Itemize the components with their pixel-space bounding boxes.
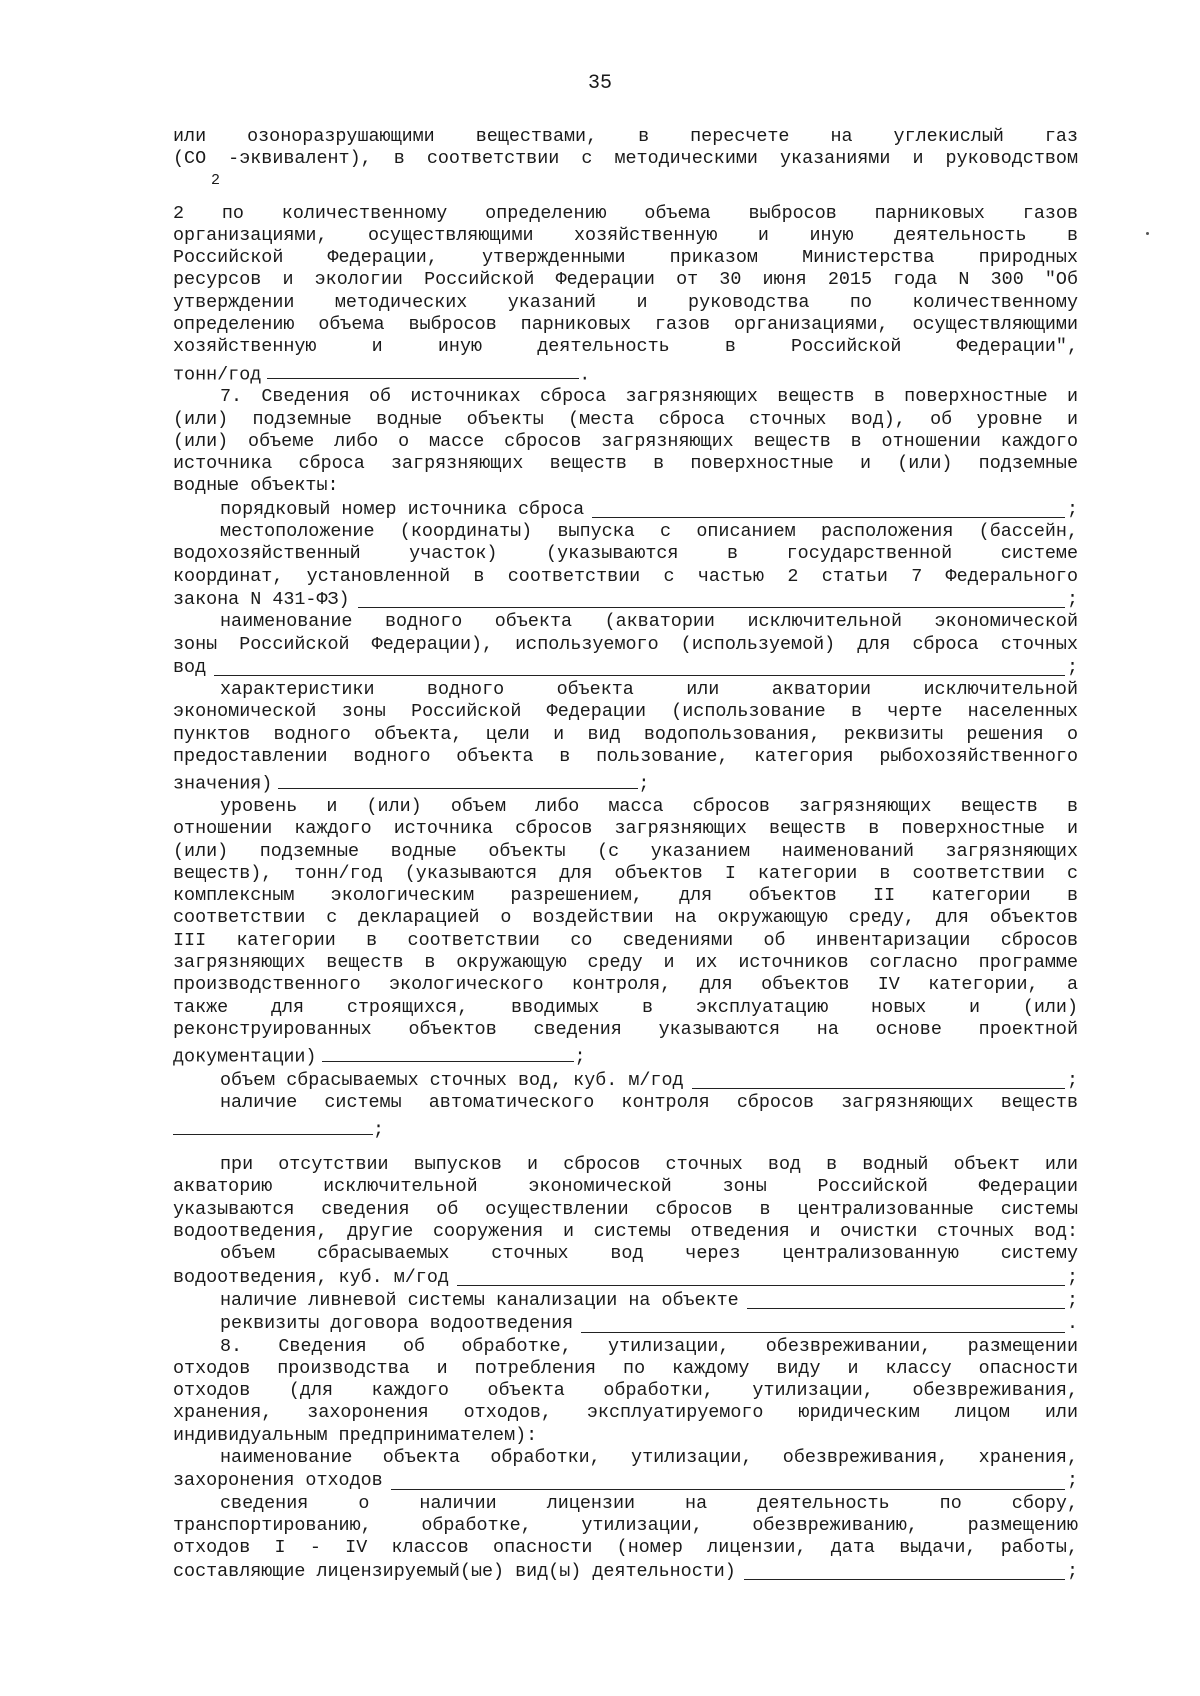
text-line: веществ), тонн/год (указываются для объектов I категории в соответствии с (173, 862, 1078, 884)
text-line: III категории в соответствии со сведениями об инвентаризации сбросов (173, 929, 1078, 951)
field-line: значения) ; (173, 768, 1078, 796)
text-line: предоставлении водного объекта в пользование, категория рыбохозяйственного (173, 746, 1078, 768)
field-line: объем сбрасываемых сточных вод, куб. м/год ; (220, 1069, 1078, 1091)
text-line: индивидуальным предпринимателем): (173, 1424, 538, 1446)
text-line: реконструированных объектов сведения указываются на основе проектной (173, 1018, 1078, 1040)
fill-blank[interactable] (744, 1559, 1065, 1579)
text-line: местоположение (координаты) выпуска с описанием расположения (бассейн, (220, 521, 1078, 543)
text-line: производственного экологического контроля, для объектов IV категории, а (173, 974, 1078, 996)
text-line: также для строящихся, вводимых в эксплуатацию новых и (или) (173, 996, 1078, 1018)
text-line: хозяйственную и иную деятельность в Российской Федерации", (173, 336, 1078, 358)
text-line: отходов (для каждого объекта обработки, утилизации, обезвреживания, (173, 1380, 1078, 1402)
fill-blank[interactable] (692, 1069, 1065, 1089)
fill-blank[interactable] (747, 1289, 1065, 1309)
page-number: 35 (587, 72, 612, 95)
text-line: водоотведения, другие сооружения и системы отведения и очистки сточных вод: (173, 1220, 1078, 1242)
text-line: водохозяйственный участок) (указываются в государственной системе (173, 543, 1078, 565)
text-line: утверждении методических указаний и руководства по количественному (173, 291, 1078, 313)
text-line: координат, установленной в соответствии с частью 2 статьи 7 Федерального (173, 565, 1078, 587)
field-line: порядковый номер источника сброса ; (220, 498, 1078, 520)
text-line: 2 по количественному определению объема выбросов парниковых газов (173, 202, 1078, 224)
text-line: сведения о наличии лицензии на деятельность по сбору, (220, 1492, 1078, 1514)
text-line: экономической зоны Российской Федерации (использование в черте населенных (173, 701, 1078, 723)
field-line: документации) ; (173, 1041, 1078, 1069)
field-line: захоронения отходов ; (173, 1470, 1078, 1492)
text-line: отходов I - IV классов опасности (номер лицензии, дата выдачи, работы, (173, 1537, 1078, 1559)
fill-blank[interactable] (173, 1114, 373, 1134)
text-line: источника сброса загрязняющих веществ в поверхностные и (или) подземные (173, 453, 1078, 475)
text-line: загрязняющих веществ в окружающую среду и их источников согласно программе (173, 952, 1078, 974)
text-line: Российской Федерации, утвержденными приказом Министерства природных (173, 247, 1078, 269)
subscript-line: 2 (211, 171, 221, 189)
field-line: водоотведения, куб. м/год ; (173, 1266, 1078, 1288)
section-heading-7: 7. Сведения об источниках сброса загрязняющих веществ в поверхностные и (220, 386, 1078, 408)
text-line: наименование водного объекта (акватории исключительной экономической (220, 611, 1078, 633)
text-line: ресурсов и экологии Российской Федерации от 30 июня 2015 года N 300 "Об (173, 269, 1078, 291)
text-line: наименование объекта обработки, утилизации, обезвреживания, хранения, (220, 1446, 1078, 1468)
text-line: объем сбрасываемых сточных вод через централизованную систему (220, 1243, 1078, 1265)
fill-blank[interactable] (358, 588, 1065, 608)
field-line: составляющие лицензируемый(ые) вид(ы) деятельности) ; (173, 1560, 1078, 1582)
text-line: водные объекты: (173, 475, 339, 497)
text-line: пунктов водного объекта, цели и вид водопользования, реквизиты решения о (173, 723, 1078, 745)
text-line: или озоноразрушающими веществами, в пересчете на углекислый газ (173, 126, 1078, 147)
field-line: реквизиты договора водоотведения . (220, 1313, 1078, 1335)
text-line: комплексным экологическим разрешением, для объектов II категории в (173, 885, 1078, 907)
fill-blank[interactable] (391, 1469, 1065, 1489)
text-line: при отсутствии выпусков и сбросов сточных вод в водный объект или (220, 1154, 1078, 1176)
fill-blank[interactable] (322, 1041, 574, 1061)
text-line: указываются сведения об осуществлении сбросов в централизованные системы (173, 1198, 1078, 1220)
text-line: наличие системы автоматического контроля сбросов загрязняющих веществ (220, 1092, 1078, 1114)
text-line: уровень и (или) объем либо масса сбросов загрязняющих веществ в (220, 795, 1078, 817)
text-line: определению объема выбросов парниковых газов организациями, осуществляющими (173, 314, 1078, 336)
text-line: отношении каждого источника сбросов загрязняющих веществ в поверхностные и (173, 818, 1078, 840)
text-line: транспортированию, обработке, утилизации, обезвреживанию, размещению (173, 1514, 1078, 1536)
text-line: хранения, захоронения отходов, эксплуатируемого юридическим лицом или (173, 1402, 1078, 1424)
text-line: (или) объеме либо о массе сбросов загрязняющих веществ в отношении каждого (173, 430, 1078, 452)
text-line: отходов производства и потребления по каждому виду и классу опасности (173, 1357, 1078, 1379)
field-line: ; (173, 1114, 1078, 1142)
section-heading-8: 8. Сведения об обработке, утилизации, обезвреживании, размещении (220, 1335, 1078, 1357)
field-line: наличие ливневой системы канализации на объекте ; (220, 1289, 1078, 1311)
text-line: акваторию исключительной экономической зоны Российской Федерации (173, 1176, 1078, 1198)
text-line: организациями, осуществляющими хозяйственную и иную деятельность в (173, 224, 1078, 246)
text-line: (CO -эквивалент), в соответствии с методическими указаниями и руководством (173, 148, 1078, 170)
fill-blank[interactable] (267, 359, 579, 379)
text-line: (или) подземные водные объекты (места сброса сточных вод), об уровне и (173, 408, 1078, 430)
fill-blank[interactable] (581, 1312, 1065, 1332)
fill-blank[interactable] (214, 656, 1065, 676)
text-line: характеристики водного объекта или акватории исключительной (220, 679, 1078, 701)
fill-blank[interactable] (457, 1266, 1065, 1286)
document-body (173, 126, 1078, 1583)
fill-blank[interactable] (592, 498, 1065, 518)
field-line: закона N 431-ФЗ) ; (173, 588, 1078, 610)
text-line: соответствии с декларацией о воздействии на окружающую среду, для объектов (173, 907, 1078, 929)
fill-blank[interactable] (278, 768, 638, 788)
field-line: тонн/год . (173, 359, 1078, 387)
text-line: зоны Российской Федерации), используемого (используемой) для сброса сточных (173, 633, 1078, 655)
text-line: (или) подземные водные объекты (с указанием наименований загрязняющих (173, 840, 1078, 862)
field-line: вод ; (173, 656, 1078, 678)
scan-speck (1146, 232, 1149, 235)
